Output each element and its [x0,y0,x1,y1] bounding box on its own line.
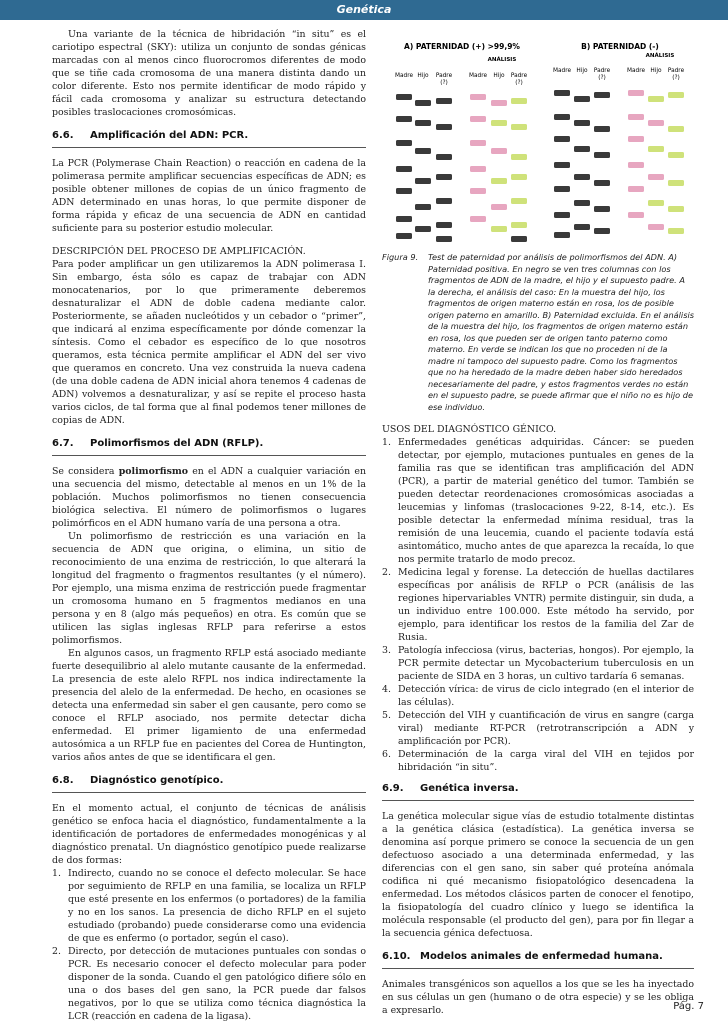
gel-band [648,96,664,102]
lane-q: (?) [672,75,680,81]
gel-band [668,206,684,212]
gel-band [648,174,664,180]
gel-band [491,100,507,106]
gel-band [554,136,570,142]
gel-band [470,188,486,194]
gel-band [436,198,452,204]
gel-band [491,148,507,154]
gel-band [436,98,452,104]
list-item: 6. Determinación de la carga viral del VIH en tejidos por hibridación “in situ”. [382,749,694,773]
running-header: Genética [0,0,728,20]
lane-label: Padre [435,73,453,79]
paragraph: En el momento actual, el conjunto de técnicas de análisis genético se enfoca hacia el diagnóstico, fundamentalmente a la identificación de portadores de enfermedades monogénicas y al diagnóstico prenatal. Un diagnóstico genotípico puede realizarse de dos formas: [52,803,366,866]
gel-band [554,90,570,96]
gel-band [491,178,507,184]
gel-band [396,140,412,146]
gel-band [648,146,664,152]
lane-q: (?) [598,75,606,81]
gel-band [668,126,684,132]
gel-band [415,178,431,184]
gel-band [491,120,507,126]
gel-band [594,126,610,132]
lane-label: Hijo [493,73,505,79]
gel-band [594,152,610,158]
gel-band [415,148,431,154]
gel-band [511,198,527,204]
gel-band [396,188,412,194]
gel-band [594,206,610,212]
paragraph: Animales transgénicos son aquellos a los que se les ha inyectado en sus células un gen (humano o de otra especie) y se les obliga a expresarlo. [382,979,694,1016]
panel-a-analysis-label: ANÁLISIS [487,57,517,63]
bold-term: polimorfismo [118,466,189,477]
gel-band [470,216,486,222]
gel-band [396,216,412,222]
gel-band [574,200,590,206]
gel-band [396,233,412,239]
lane-label: Hijo [650,68,662,74]
gel-band [648,224,664,230]
gel-band [668,92,684,98]
gel-band [511,154,527,160]
paragraph: Para poder amplificar un gen utilizaremos la ADN polimerasa I. Sin embargo, ésta sólo es capaz de trabajar con ADN monocatenarios, por lo que primeramente deberemos desnaturalizar el ADN de doble cadena mediante calor. Posteriormente, se añaden nucleótidos y un cebador o “primer”, que indicará al enzima específicamente por dónde comenzar la síntesis. Como el cebador es específico de lo que nosotros queramos, esta técnica permite amplificar el ADN del ser vivo que queramos en concreto. Una vez construida la nueva cadena (de una doble cadena de ADN inicial ahora tenemos 4 cadenas de ADN) volvemos a desnaturalizar, y así se repite el proceso hasta varios ciclos, de tal forma que al final podemos tener millones de copias de ADN. [52,259,366,426]
gel-band [396,94,412,100]
lane-q: (?) [515,80,523,86]
gel-band [574,120,590,126]
gel-band [436,124,452,130]
gel-band [415,120,431,126]
uses-list [382,436,694,774]
section-heading: 6.6. Amplificación del ADN: PCR. [52,129,366,148]
list-item: 2. Directo, por detección de mutaciones puntuales con sondas o PCR. Es necesario conocer el defecto molecular para poder disponer de la sonda. Cuando el gen patológico difiere sólo en una o dos bases del gen sano, la PCR puede dar falsos negativos, por lo que se utiliza como técnica diagnóstica la LCR (reacción en cadena de la ligasa). [52,946,366,1022]
list-item: 2. Medicina legal y forense. La detección de huellas dactilares específicas por análisis de RFLP o PCR (análisis de las regiones hipervariables VNTR) permite distinguir, sin duda, a un individuo entre 100.000. Este método ha servido, por ejemplo, para identificar los restos de la familia del Zar de Rusia. [382,567,694,643]
gel-band [436,236,452,242]
panel-a-title: A) PATERNIDAD (+) >99,9% [404,42,520,51]
lane-label: Madre [626,68,646,74]
gel-band [470,116,486,122]
list-item: 5. Detección del VIH y cuantificación de virus en sangre (carga viral) mediante RT-PCR (retrotranscripción a ADN y amplificación por PCR). [382,710,694,747]
panel-b-analysis-label: ANÁLISIS [645,53,675,59]
gel-band [574,174,590,180]
lane-label: Madre [552,68,572,74]
gel-band [668,180,684,186]
gel-band [470,94,486,100]
paternity-gel-figure [382,28,694,246]
paragraph: La genética molecular sigue vías de estudio totalmente distintas a la genética clásica (estadística). La genética inversa se denomina así porque primero se conoce la secuencia de un gen defectuoso asociado a una determinada enfermedad, y las diferencias con el gen sano, sin saber qué proteína anómala codifica ni qué mecanismo fisiopatológico desencadena la enfermedad. Los métodos clásicos parten de conocer el fenotipo, la fisiopatología del cuadro clínico y luego se identifica la molécula responsable (el producto del gen), para por fin llegar a la secuencia génica defectuosa. [382,811,694,939]
list-item: 1. Indirecto, cuando no se conoce el defecto molecular. Se hace por seguimiento de RFLP en una familia, se localiza un RFLP que esté presente en los enfermos (o portadores) de la familia y no en los sanos. La presencia de dicho RFLP en el sujeto estudiado (probando) puede considerarse como una evidencia de que es enfermo (o portador, según el caso). [52,868,366,944]
gel-band [648,120,664,126]
panel-b-title: B) PATERNIDAD (-) [581,42,659,51]
list-item: 1. Enfermedades genéticas adquiridas. Cáncer: se pueden detectar, por ejemplo, mutaciones puntuales en genes de la familia ras que se identifican tras amplificación del ADN (PCR), a partir de material genético del tumor. También se pueden detectar reordenaciones cromosómicas asociadas a leucemias y linfomas (traslocaciones 9-22, 8-14, etc.). Es posible detectar la enfermedad mínima residual, tras la remisión de una leucemia, cuando el paciente todavía está asintomático, mucho antes de que aparezca la recaída, lo que nos permite tratarlo de modo precoz. [382,437,694,565]
gel-band [511,174,527,180]
gel-band [511,98,527,104]
gel-band [436,174,452,180]
page-number: Pág. 7 [673,1001,704,1012]
gel-band [648,200,664,206]
gel-band [668,152,684,158]
gel-band [668,228,684,234]
gel-band [628,186,644,192]
left-column [52,28,366,1031]
gel-band [554,232,570,238]
gel-band [511,236,527,242]
lane-label: Padre [667,68,685,74]
gel-band [396,116,412,122]
figure-caption [382,252,694,413]
gel-band [628,136,644,142]
section-heading: 6.8. Diagnóstico genotípico. [52,774,366,793]
gel-band [628,212,644,218]
paragraph: Se considera polimorfismo en el ADN a cualquier variación en una secuencia del mismo, detectable al menos en un 1% de la población. Muchos polimorfismos no tienen consecuencia biológica selectiva. El número de polimorfismos o lugares polimórficos en el ADN humano varía de una persona a otra. [52,466,366,529]
gel-band [491,226,507,232]
lane-label: Hijo [417,73,429,79]
diagnosis-list [52,867,366,1023]
gel-band [594,228,610,234]
gel-diagram [382,28,694,246]
gel-band [554,114,570,120]
lane-q: (?) [440,80,448,86]
gel-band [554,162,570,168]
gel-band [415,100,431,106]
lane-label: Madre [468,73,488,79]
subheading: USOS DEL DIAGNÓSTICO GÉNICO. [382,424,557,435]
gel-band [415,204,431,210]
lane-label: Padre [593,68,611,74]
section-heading: 6.10. Modelos animales de enfermedad humana. [382,950,694,969]
lane-label: Hijo [576,68,588,74]
list-item: 4. Detección vírica: de virus de ciclo integrado (en el interior de las células). [382,684,694,708]
subheading: DESCRIPCIÓN DEL PROCESO DE AMPLIFICACIÓN. [52,246,306,257]
figure-caption-text: Test de paternidad por análisis de polimorfismos del ADN. A) Paternidad positiva. En negro se ven tres columnas con los fragmentos de ADN de la madre, el hijo y el supuesto padre. A la derecha, el análisis del caso: En la muestra del hijo, los fragmentos de origen materno están en rosa, los de posible origen paterno en amarillo. B) Paternidad excluida. En el análisis de la muestra del hijo, los fragmentos de origen materno están en rosa, los que pueden ser de origen tanto paterno como materno. En verde se indican los que no proceden ni de la madre ni tampoco del supuesto padre. Como los fragmentos que no ha heredado de la madre deben haber sido heredados necesariamente del padre, y estos fragmentos verdes no están en el supuesto padre, se puede afirmar que el niño no es hijo de ese individuo. [428,252,695,412]
gel-band [436,222,452,228]
gel-band [628,114,644,120]
paragraph: Un polimorfismo de restricción es una variación en la secuencia de ADN que origina, o elimina, un sitio de reconocimiento de una enzima de restricción, lo que alterará la longitud del fragmento o fragmentos resultantes (y el número). Por ejemplo, una misma enzima de restricción puede fragmentar un cromosoma humano en 5 fragmentos medianos en una persona y en 8 (algo más pequeños) en otra. Es común que se utilicen las siglas inglesas RFLP para referirse a estos polimorfismos. [52,531,366,646]
gel-band [554,212,570,218]
gel-band [574,146,590,152]
gel-band [574,224,590,230]
gel-band [574,96,590,102]
lane-label: Madre [394,73,414,79]
paragraph: La PCR (Polymerase Chain Reaction) o reacción en cadena de la polimerasa permite amplificar secuencias específicas de ADN; es posible obtener millones de copias de un único fragmento de ADN determinado en unas horas, lo que permite disponer de forma rápida y eficaz de una secuencia de ADN en cantidad suficiente para su posterior estudio molecular. [52,158,366,234]
gel-band [628,90,644,96]
gel-band [511,124,527,130]
section-heading: 6.9. Genética inversa. [382,782,694,801]
gel-band [470,140,486,146]
lane-label: Padre [510,73,528,79]
gel-band [511,222,527,228]
gel-band [396,166,412,172]
gel-band [554,186,570,192]
gel-band [470,166,486,172]
gel-band [594,92,610,98]
list-item: 3. Patología infecciosa (virus, bacterias, hongos). Por ejemplo, la PCR permite detectar un Mycobacterium tuberculosis en un paciente de SIDA en 3 horas, un cultivo tardaría 6 semanas. [382,645,694,682]
paragraph: Una variante de la técnica de hibridación “in situ” es el cariotipo espectral (SKY): utiliza un conjunto de sondas génicas marcadas con al menos cinco fluorocromos diferentes de modo que se tiñe cada cromosoma de una manera distinta dando un color diferente. Esto nos permite identificar de modo rápido y fácil cada cromosoma y analizar su estructura detectando posibles traslocaciones cromosómicas. [52,29,366,118]
right-column [382,28,694,1027]
section-heading: 6.7. Polimorfismos del ADN (RFLP). [52,437,366,456]
gel-band [415,226,431,232]
gel-band [628,162,644,168]
figure-label: Figura 9. [382,252,419,262]
gel-band [436,154,452,160]
gel-band [594,180,610,186]
paragraph: En algunos casos, un fragmento RFLP está asociado mediante fuerte desequilibrio al alelo mutante causante de la enfermedad. La presencia de este alelo RFPL nos indica indirectamente la presencia del alelo de la enfermedad. De hecho, en ocasiones se detecta una enfermedad sin saber el gen causante, pero como se conoce el RFLP asociado, nos permite detectar dicha enfermedad. El primer ligamiento de una enfermedad autosómica a un RFLP fue en pacientes del Corea de Huntington, varios años antes de que se identificara el gen. [52,648,366,763]
gel-band [491,204,507,210]
